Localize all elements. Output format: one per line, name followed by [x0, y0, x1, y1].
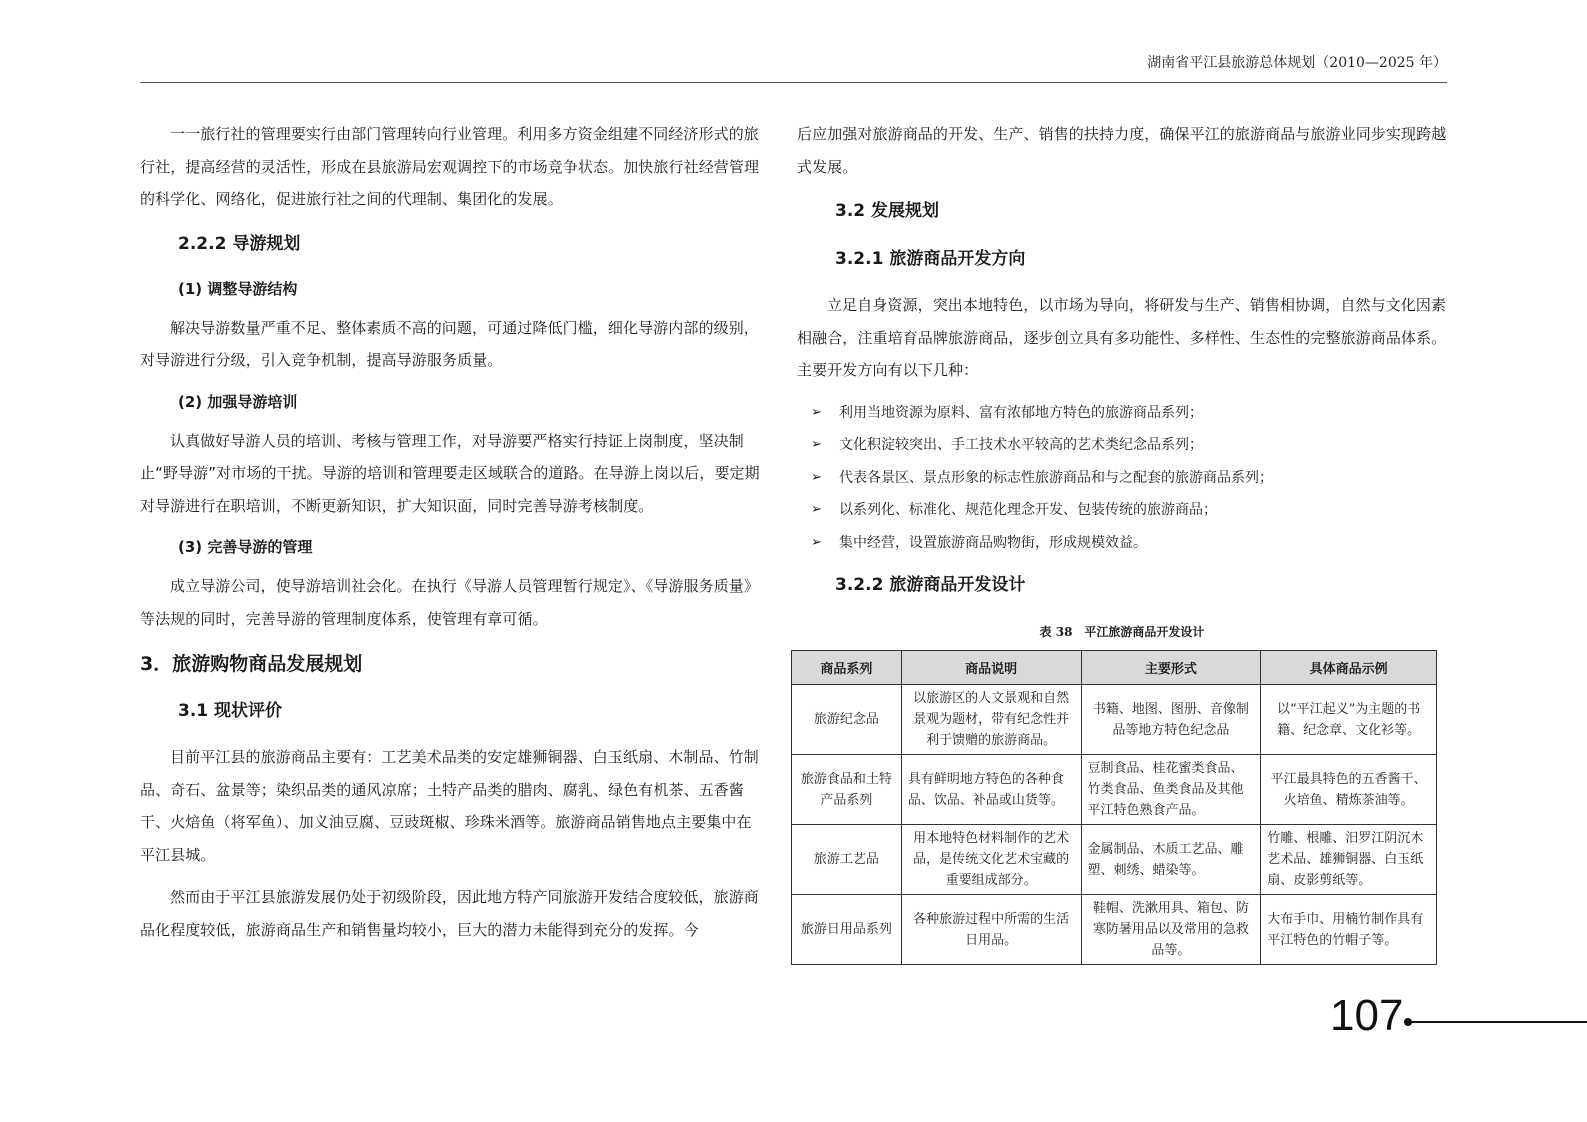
table-row — [792, 685, 1437, 755]
heading-guide-management: (3) 完善导游的管理 — [178, 538, 313, 556]
paragraph-continuation: 后应加强对旅游商品的开发、生产、销售的扶持力度，确保平江的旅游商品与旅游业同步实现跨越式发展。 — [797, 125, 1447, 176]
table-cell: 大布手巾、用楠竹制作具有平江特色的竹帽子等。 — [1261, 895, 1437, 965]
table-cell: 豆制食品、桂花蜜类食品、竹类食品、鱼类食品及其他平江特色熟食产品。 — [1081, 755, 1261, 825]
list-item-text: 代表各景区、景点形象的标志性旅游商品和与之配套的旅游商品系列； — [839, 469, 1273, 486]
header-cell: 具体商品示例 — [1261, 651, 1437, 685]
table-cell: 书籍、地图、图册、音像制品等地方特色纪念品 — [1081, 685, 1261, 755]
table-row — [792, 895, 1437, 965]
header-cell: 商品说明 — [901, 651, 1081, 685]
paragraph-guide-structure: 解决导游数量严重不足、整体素质不高的问题，可通过降低门槛，细化导游内部的级别，对导游进行分级，引入竞争机制，提高导游服务质量。 — [140, 318, 759, 369]
paragraph-current-products: 目前平江县的旅游商品主要有：工艺美术品类的安定雄狮铜器、白玉纸扇、木制品、竹制品、奇石、盆景等；染织品类的通风凉席；土特产品类的腊肉、腐乳、绿色有机茶、五香酱干、火焙鱼（将军鱼）、加义油豆腐、豆豉斑椒、珍珠米酒等。旅游商品销售地点主要集中在平江县城。 — [140, 748, 759, 864]
arrow-right-icon: ➢ — [811, 437, 822, 452]
header-title: 湖南省平江县旅游总体规划（2010—2025 年） — [1147, 55, 1447, 71]
table-header-row — [792, 651, 1437, 685]
heading-3-1: 3.1 现状评价 — [178, 701, 283, 721]
table-cell: 旅游纪念品 — [792, 685, 902, 755]
heading-3-2-1: 3.2.1 旅游商品开发方向 — [835, 249, 1026, 269]
list-item-text: 文化积淀较突出、手工技术水平较高的艺术类纪念品系列； — [839, 437, 1203, 453]
heading-2-2-2: 2.2.2 导游规划 — [178, 233, 301, 254]
list-item-text: 以系列化、标准化、规范化理念开发、包装传统的旅游商品； — [839, 502, 1217, 518]
paragraph-guide-training: 认真做好导游人员的培训、考核与管理工作，对导游要严格实行持证上岗制度，坚决制止“野导游”对市场的干扰。导游的培训和管理要走区域联合的道路。在导游上岗以后，要定期对导游进行在职培训，不断更新知识，扩大知识面，同时完善导游考核制度。 — [140, 431, 760, 515]
table-cell: 旅游日用品系列 — [792, 895, 902, 965]
table-cell: 具有鲜明地方特色的各种食品、饮品、补品或山货等。 — [901, 755, 1081, 825]
left-column — [140, 118, 765, 956]
table-cell: 平江最具特色的五香酱干、火培鱼、精炼茶油等。 — [1261, 755, 1437, 825]
header-cell: 商品系列 — [792, 651, 902, 685]
header-rule — [140, 82, 1447, 83]
list-item — [811, 429, 1447, 462]
table-cell: 金属制品、木质工艺品、雕塑、刺绣、蜡染等。 — [1081, 825, 1261, 895]
list-item-text: 利用当地资源为原料、富有浓郁地方特色的旅游商品系列； — [839, 404, 1203, 421]
table-cell: 以“平江起义”为主题的书籍、纪念章、文化衫等。 — [1261, 685, 1437, 755]
table-cell: 鞋帽、洗漱用具、箱包、防寒防暑用品以及常用的急救品等。 — [1081, 895, 1261, 965]
right-column — [797, 118, 1447, 965]
table-caption: 表 38 平江旅游商品开发设计 — [1039, 625, 1205, 639]
heading-section-3: 3．旅游购物商品发展规划 — [140, 653, 363, 675]
heading-3-2-2: 3.2.2 旅游商品开发设计 — [835, 575, 1026, 595]
table-cell: 旅游食品和土特产品系列 — [792, 755, 902, 825]
arrow-right-icon: ➢ — [811, 469, 822, 485]
list-item — [811, 494, 1447, 527]
product-design-table — [791, 650, 1437, 965]
paragraph-development-direction: 立足自身资源，突出本地特色，以市场为导向，将研发与生产、销售相协调，自然与文化因素相融合，注重培育品牌旅游商品，逐步创立具有多功能性、多样性、生态性的完整旅游商品体系。主要开发方向有以下几种： — [797, 296, 1447, 379]
table-cell: 用本地特色材料制作的艺术品，是传统文化艺术宝藏的重要组成部分。 — [901, 825, 1081, 895]
paragraph-travel-agency: 一一旅行社的管理要实行由部门管理转向行业管理。利用多方资金组建不同经济形式的旅行社，提高经营的灵活性，形成在县旅游局宏观调控下的市场竞争状态。加快旅行社经营管理的科学化、网络化，促进旅行社之间的代理制、集团化的发展。 — [140, 125, 760, 208]
arrow-right-icon: ➢ — [811, 404, 822, 420]
heading-guide-training: (2) 加强导游培训 — [178, 392, 298, 411]
table-cell: 竹雕、根雕、汨罗江阴沉木艺术品、雄狮铜器、白玉纸扇、皮影剪纸等。 — [1261, 825, 1437, 895]
arrow-right-icon: ➢ — [811, 502, 822, 517]
page-number-rule — [1410, 1021, 1587, 1023]
table-cell: 旅游工艺品 — [792, 825, 902, 895]
list-item — [811, 462, 1447, 495]
header-cell: 主要形式 — [1081, 651, 1261, 685]
page-number: 107 — [1330, 991, 1404, 1040]
list-item-text: 集中经营，设置旅游商品购物街，形成规模效益。 — [839, 534, 1147, 551]
paragraph-guide-management: 成立导游公司，使导游培训社会化。在执行《导游人员管理暂行规定》、《导游服务质量》等法规的同时，完善导游的管理制度体系，使管理有章可循。 — [140, 577, 760, 628]
list-item — [811, 397, 1447, 430]
table-cell: 以旅游区的人文景观和自然景观为题材，带有纪念性并利于馈赠的旅游商品。 — [901, 685, 1081, 755]
heading-guide-structure: (1) 调整导游结构 — [178, 279, 298, 298]
heading-3-2: 3.2 发展规划 — [835, 201, 940, 221]
list-item — [811, 527, 1447, 560]
table-row — [792, 755, 1437, 825]
arrow-right-icon: ➢ — [811, 534, 822, 550]
table-row — [792, 825, 1437, 895]
table-cell: 各种旅游过程中所需的生活日用品。 — [901, 895, 1081, 965]
paragraph-development-stage: 然而由于平江县旅游发展仍处于初级阶段，因此地方特产同旅游开发结合度较低，旅游商品化程度较低，旅游商品生产和销售量均较小，巨大的潜力未能得到充分的发挥。今 — [140, 888, 759, 939]
direction-list — [797, 397, 1447, 560]
